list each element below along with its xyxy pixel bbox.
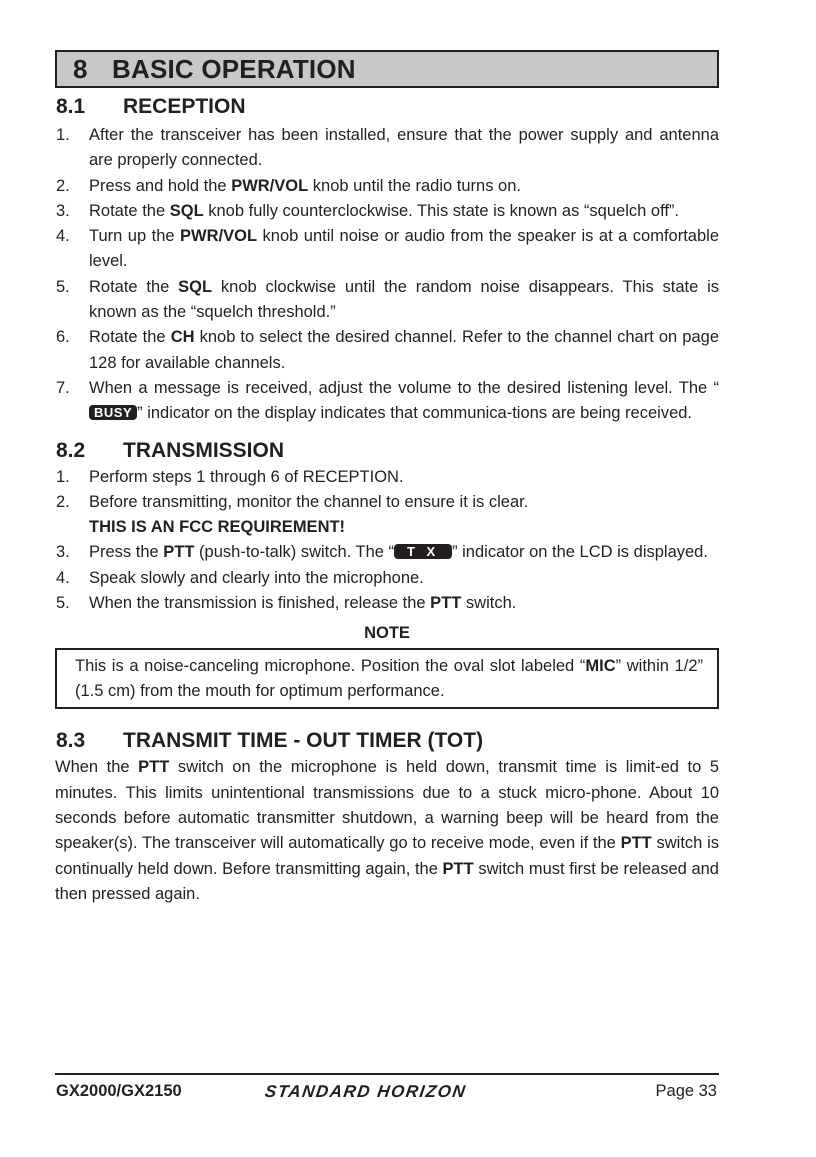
brand-logo: STANDARD HORIZON: [263, 1082, 468, 1101]
chapter-title: BASIC OPERATION: [112, 54, 356, 84]
tx-indicator-badge: T X: [394, 544, 452, 559]
tot-paragraph: When the PTT switch on the microphone is held down, transmit time is limit-ed to 5 minutes. This limits unintentional transmissions due to a stuck micro-phone. About 10 seconds before automatic transmitter shutdown, a warning beep will be heard from the speaker(s). The transceiver will automatically go to receive mode, even if the PTT switch is continually held down. Before transmitting again, the PTT switch must first be released and then pressed again.: [55, 758, 719, 903]
section-number: 8.3: [56, 729, 86, 753]
list-item: 6. Rotate the CH knob to select the desired channel. Refer to the channel chart on page 128 for available channels.: [56, 328, 719, 372]
page-number: Page 33: [655, 1082, 717, 1100]
list-item: 5. When the transmission is finished, release the PTT switch.: [56, 594, 517, 613]
section-number: 8.2: [56, 438, 86, 462]
note-box: This is a noise-canceling microphone. Position the oval slot labeled “MIC” within 1/2” (1.5 cm) from the mouth for optimum performance.: [55, 648, 719, 709]
section-title: TRANSMISSION: [123, 438, 285, 462]
section-heading-tot: [55, 727, 719, 755]
list-item: 3. Rotate the SQL knob fully counterclockwise. This state is known as “squelch off”.: [56, 201, 680, 220]
section-title: RECEPTION: [123, 95, 246, 118]
page-footer: [55, 1073, 719, 1105]
section-heading-transmission: [55, 437, 719, 465]
list-item: 2. Before transmitting, monitor the channel to ensure it is clear. THIS IS AN FCC REQUIREMENT!: [56, 492, 529, 537]
reception-steps: [55, 123, 719, 427]
fcc-requirement: THIS IS AN FCC REQUIREMENT!: [89, 518, 346, 537]
model-name: GX2000/GX2150: [56, 1082, 182, 1100]
busy-indicator-badge: BUSY: [89, 405, 137, 420]
section-title: TRANSMIT TIME - OUT TIMER (TOT): [123, 729, 484, 753]
list-item: 1. After the transceiver has been installed, ensure that the power supply and antenna are properly connected.: [56, 126, 719, 170]
list-item: 2. Press and hold the PWR/VOL knob until the radio turns on.: [56, 176, 521, 195]
note-title: NOTE: [364, 624, 410, 643]
chapter-number: 8: [73, 54, 88, 84]
chapter-header: [55, 50, 719, 88]
list-item: 1. Perform steps 1 through 6 of RECEPTION.: [56, 467, 404, 486]
transmission-steps: [55, 465, 719, 617]
list-item: 4. Turn up the PWR/VOL knob until noise or audio from the speaker is at a comfortable level.: [56, 227, 720, 271]
list-item: 3. Press the PTT (push-to-talk) switch. The “ T X ” indicator on the LCD is displayed.: [56, 543, 708, 562]
list-item: 4. Speak slowly and clearly into the microphone.: [56, 568, 424, 587]
section-number: 8.1: [56, 95, 86, 118]
list-item: 7. When a message is received, adjust the volume to the desired listening level. The “BUSY ” indicator on the display indicates that communica-tions are being received.: [56, 378, 719, 423]
list-item: 5. Rotate the SQL knob clockwise until the random noise disappears. This state is known as the “squelch threshold.”: [56, 277, 719, 322]
manual-page: [55, 50, 719, 907]
section-heading-reception: [55, 93, 719, 121]
